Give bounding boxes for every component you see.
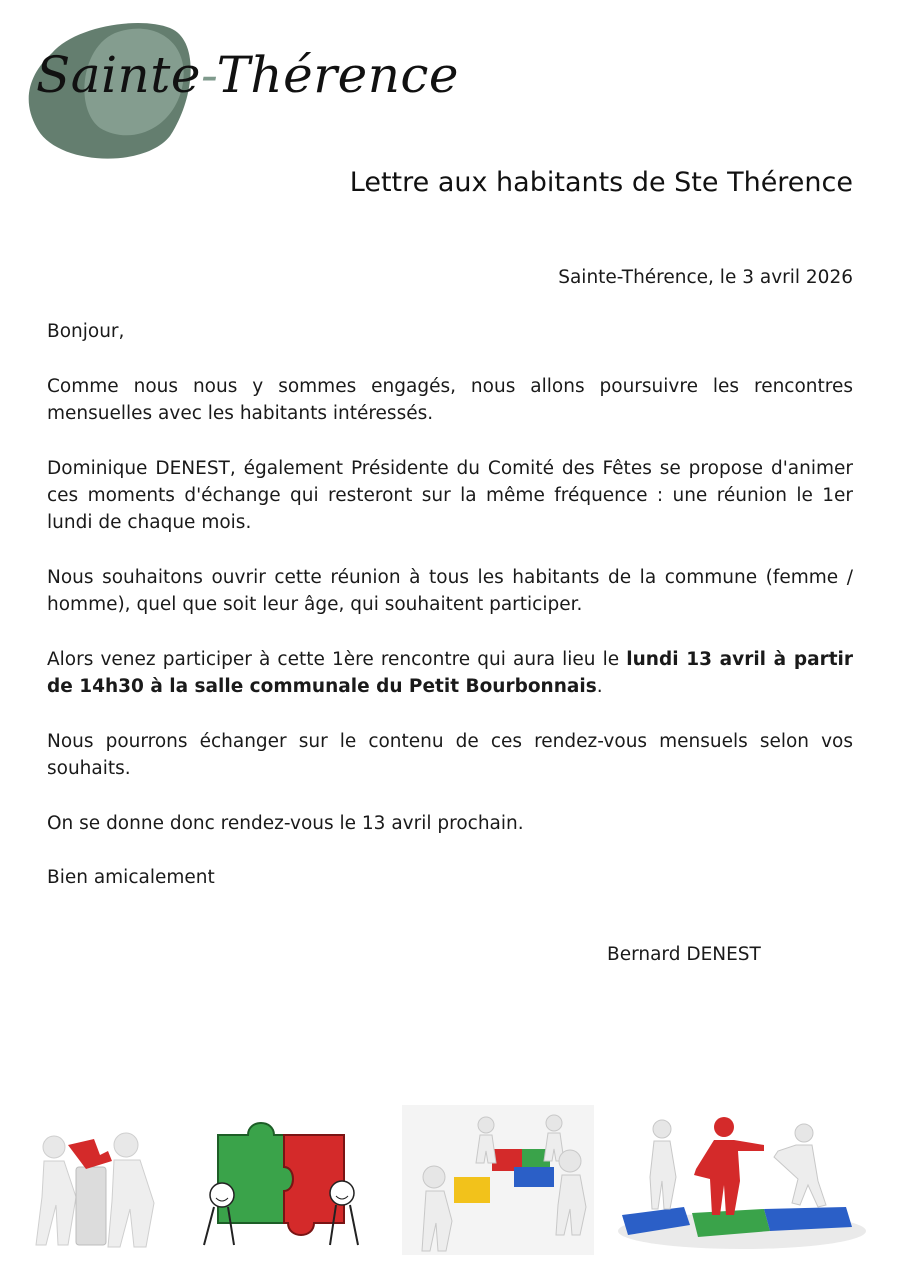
meeting-text-before: Alors venez participer à cette 1ère rencontre qui aura lieu le [47, 648, 627, 670]
logo-name-start: Sainte [36, 46, 201, 104]
logo-wordmark [36, 46, 459, 104]
illustration-two-people-puzzle [28, 1105, 168, 1255]
paragraph-meeting-details [47, 646, 853, 701]
letter-title: Lettre aux habitants de Ste Thérence [349, 167, 853, 198]
paragraph-content: Nous pourrons échanger sur le contenu de ces rendez-vous mensuels selon vos souhaits. [47, 730, 853, 780]
greeting: Bonjour, [47, 321, 125, 343]
leader-puzzle-icon [614, 1105, 870, 1255]
team-puzzle-icon [402, 1105, 594, 1255]
illustration-leader-puzzle [614, 1105, 870, 1255]
illustration-smiling-puzzle [196, 1105, 366, 1255]
meeting-date-location: lundi 13 avril à partir de 14h30 à la salle communale du Petit Bourbonnais [47, 648, 853, 698]
logo-name-end: Thérence [216, 46, 460, 104]
paragraph-host: Dominique DENEST, également Présidente du Comité des Fêtes se propose d'animer ces moments d'échange qui resteront sur la même fréquence : une réunion le 1er lundi de chaque mois. [47, 457, 853, 534]
closing: Bien amicalement [47, 867, 215, 889]
people-puzzle-icon [28, 1105, 168, 1255]
commune-logo [20, 18, 520, 168]
smiling-puzzle-icon [196, 1105, 366, 1255]
letter-date: Sainte-Thérence, le 3 avril 2026 [558, 267, 853, 288]
letter-body [47, 264, 853, 919]
meeting-text-after: . [596, 676, 603, 698]
paragraph-commitment: Comme nous nous y sommes engagés, nous allons poursuivre les rencontres mensuelles avec les habitants intéressés. [47, 375, 853, 425]
illustration-team-colored-puzzle [402, 1105, 594, 1255]
paragraph-appointment: On se donne donc rendez-vous le 13 avril prochain. [47, 812, 524, 834]
paragraph-open-invite: Nous souhaitons ouvrir cette réunion à tous les habitants de la commune (femme / homme), quel que soit leur âge, qui souhaitent participer. [47, 566, 853, 616]
signature: Bernard DENEST [607, 944, 761, 965]
logo-dash: - [200, 46, 217, 104]
